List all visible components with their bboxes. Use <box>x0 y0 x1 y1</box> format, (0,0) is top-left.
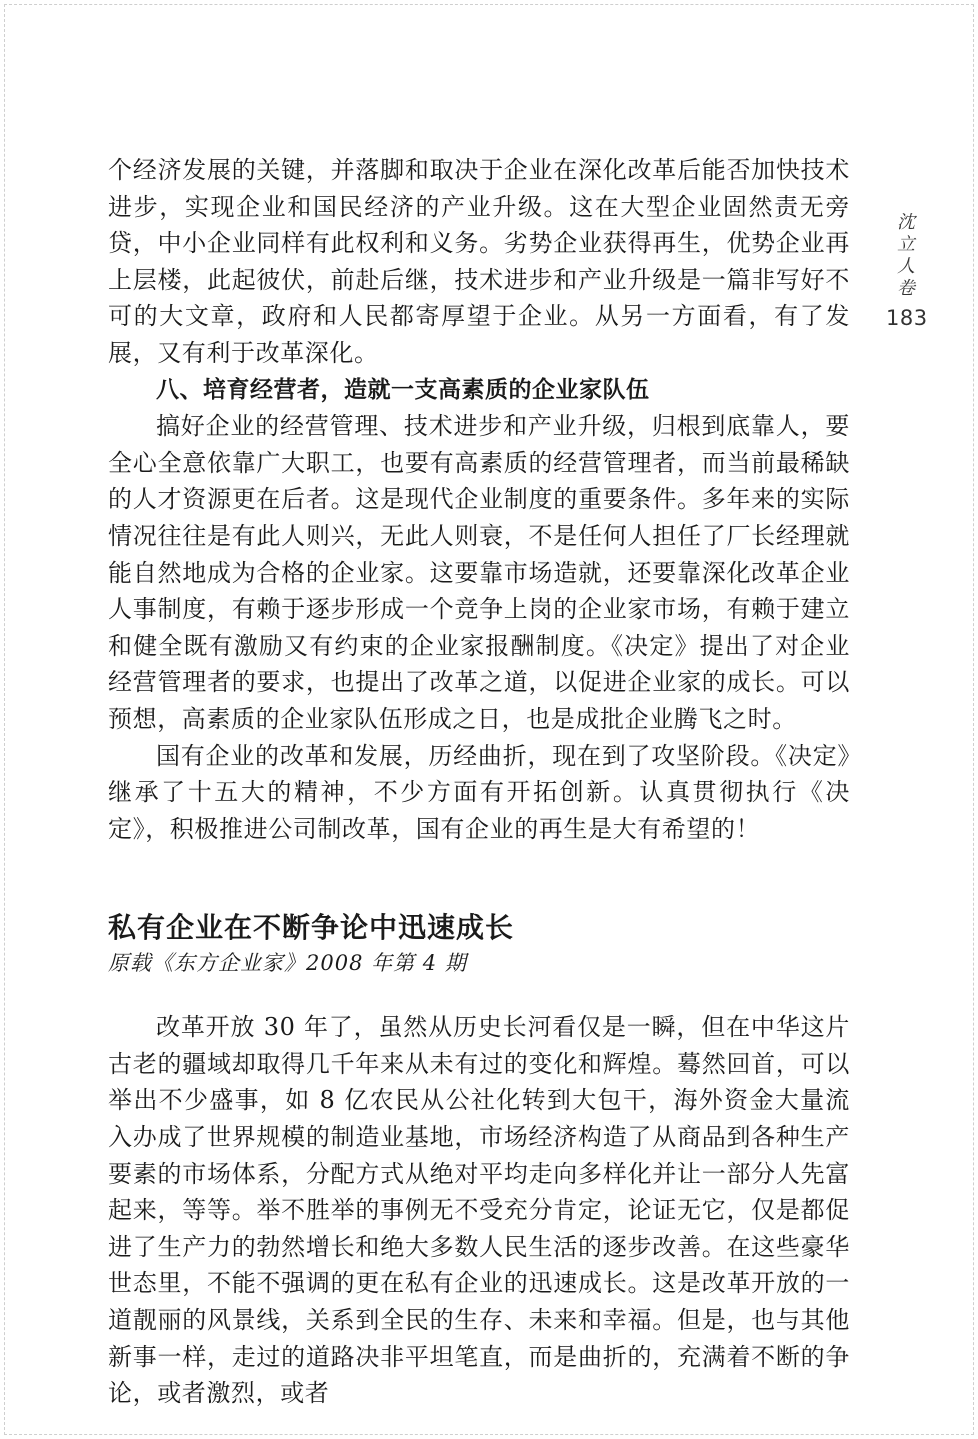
author-volume-label <box>886 212 926 300</box>
body-paragraph: 国有企业的改革和发展，历经曲折，现在到了攻坚阶段。《决定》继承了十五大的精神，不少方面有开拓创新。认真贯彻执行《决定》，积极推进公司制改革，国有企业的再生是大有希望的！ <box>108 741 850 843</box>
article-source: 原载《东方企业家》2008 年第 4 期 <box>108 951 467 976</box>
body-paragraph: 搞好企业的经营管理、技术进步和产业升级，归根到底靠人，要全心全意依靠广大职工，也要有高素质的经营管理者，而当前最稀缺的人才资源更在后者。这是现代企业制度的重要条件。多年来的实际情况往往是有此人则兴，无此人则衰，不是任何人担任了厂长经理就能自然地成为合格的企业家。这要靠市场造就，还要靠深化改革企业人事制度，有赖于逐步形成一个竞争上岗的企业家市场，有赖于建立和健全既有激励又有约束的企业家报酬制度。《决定》提出了对企业经营管理者的要求，也提出了改革之道，以促进企业家的成长。可以预想，高素质的企业家队伍形成之日，也是成批企业腾飞之时。 <box>108 412 850 733</box>
author-char-1: 沈 <box>897 212 915 233</box>
body-paragraph: 改革开放 30 年了，虽然从历史长河看仅是一瞬，但在中华这片古老的疆域却取得几千年来从未有过的变化和辉煌。蓦然回首，可以举出不少盛事，如 8 亿农民从公社化转到大包干，海外资金大量流入办成了世界规模的制造业基地，市场经济构造了从商品到各种生产要素的市场体系，分配方式从绝对平均走向多样化并让一部分人先富起来，等等。举不胜举的事例无不受充分肯定，论证无它，仅是都促进了生产力的勃然增长和绝大多数人民生活的逐步改善。在这些豪华世态里，不能不强调的更在私有企业的迅速成长。这是改革开放的一道靓丽的风景线，关系到全民的生存、未来和幸福。但是，也与其他新事一样，走过的道路决非平坦笔直，而是曲折的，充满着不断的争论，或者激烈，或者 <box>108 1013 850 1408</box>
page-number: 183 <box>886 306 928 330</box>
author-char-2: 立 <box>897 234 915 255</box>
author-char-3: 人 <box>897 256 915 277</box>
article-title: 私有企业在不断争论中迅速成长 <box>108 911 515 945</box>
author-char-4: 卷 <box>897 278 915 299</box>
running-head <box>886 212 926 330</box>
page-body <box>108 152 850 1412</box>
section-heading: 八、培育经营者，造就一支高素质的企业家队伍 <box>156 376 650 403</box>
continuation-paragraph: 个经济发展的关键，并落脚和取决于企业在深化改革后能否加快技术进步，实现企业和国民经济的产业升级。这在大型企业固然责无旁贷，中小企业同样有此权利和义务。劣势企业获得再生，优势企业再上层楼，此起彼伏，前赴后继，技术进步和产业升级是一篇非写好不可的大文章，政府和人民都寄厚望于企业。从另一方面看，有了发展，又有利于改革深化。 <box>108 156 850 367</box>
